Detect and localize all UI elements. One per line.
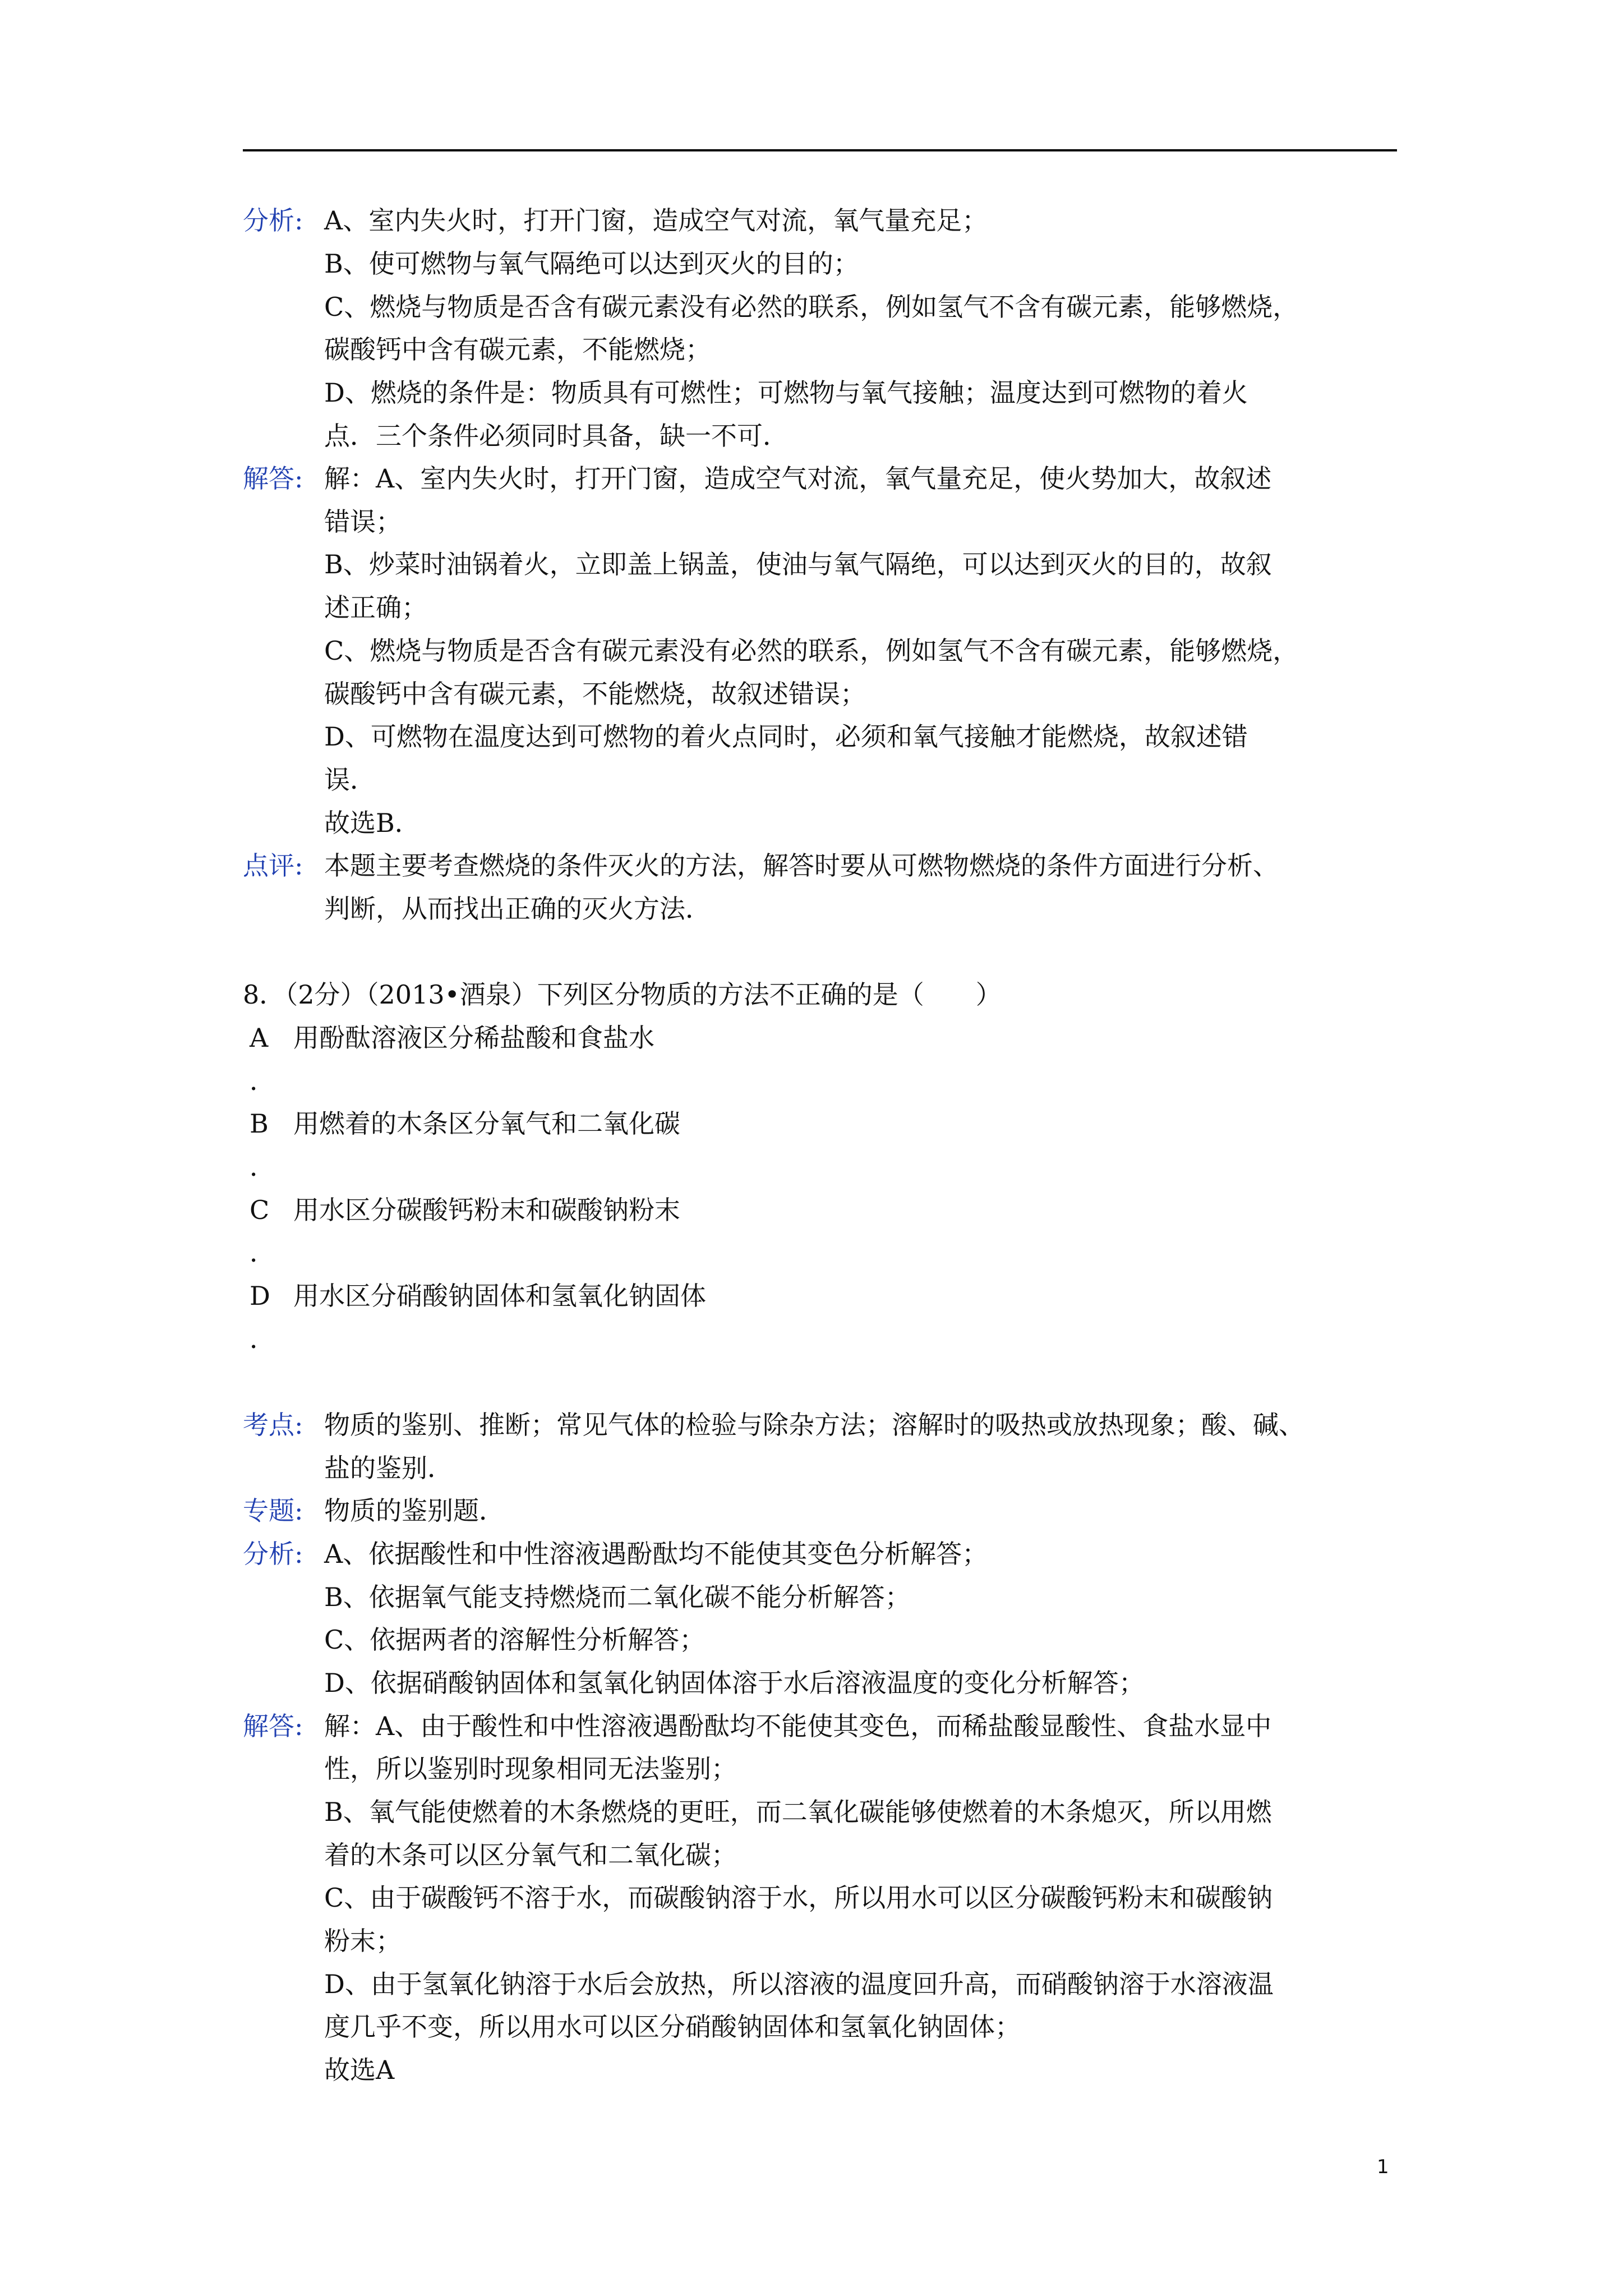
comment-label: 点评: xyxy=(243,850,303,881)
option-text: 用水区分硝酸钠固体和氢氧化钠固体 xyxy=(293,1281,706,1311)
option-dot: ． xyxy=(250,1152,275,1182)
answer-line: 故选A xyxy=(324,2055,395,2085)
answer-line: 粉末； xyxy=(324,1926,402,1956)
zhuanti-text: 物质的鉴别题． xyxy=(324,1496,505,1526)
answer-line: 解：A、由于酸性和中性溶液遇酚酞均不能使其变色，而稀盐酸显酸性、食盐水显中 xyxy=(324,1711,1272,1741)
answer-line: 误． xyxy=(324,765,376,795)
answer-line: 碳酸钙中含有碳元素，不能燃烧，故叙述错误； xyxy=(324,679,866,709)
option-text: 用燃着的木条区分氧气和二氧化碳 xyxy=(293,1108,680,1139)
answer-line: 度几乎不变，所以用水可以区分硝酸钠固体和氢氧化钠固体； xyxy=(324,2012,1021,2042)
answer-line: B、炒菜时油锅着火，立即盖上锅盖，使油与氧气隔绝，可以达到灭火的目的，故叙 xyxy=(324,549,1272,579)
option-text: 用水区分碳酸钙粉末和碳酸钠粉末 xyxy=(293,1195,680,1225)
analysis-line: A、依据酸性和中性溶液遇酚酞均不能使其变色分析解答； xyxy=(324,1539,988,1569)
option-letter: C xyxy=(250,1195,270,1225)
option-dot: ． xyxy=(250,1066,275,1096)
analysis-label: 分析: xyxy=(243,1539,303,1569)
answer-line: C、由于碳酸钙不溶于水，而碳酸钠溶于水，所以用水可以区分碳酸钙粉末和碳酸钠 xyxy=(324,1883,1273,1913)
page-number: 1 xyxy=(1377,2156,1389,2178)
answer-line: C、燃烧与物质是否含有碳元素没有必然的联系，例如氢气不含有碳元素，能够燃烧， xyxy=(324,636,1299,666)
answer-line: 解：A、室内失火时，打开门窗，造成空气对流，氧气量充足，使火势加大，故叙述 xyxy=(324,463,1272,494)
analysis-line: D、燃烧的条件是：物质具有可燃性；可燃物与氧气接触；温度达到可燃物的着火 xyxy=(324,378,1248,408)
option-letter: A xyxy=(250,1023,269,1053)
answer-line: 性，所以鉴别时现象相同无法鉴别； xyxy=(324,1754,737,1784)
option-letter: D xyxy=(250,1281,270,1311)
kaodian-line: 物质的鉴别、推断；常见气体的检验与除杂方法；溶解时的吸热或放热现象；酸、碱、 xyxy=(324,1410,1304,1440)
analysis-line: A、室内失火时，打开门窗，造成空气对流，氧气量充足； xyxy=(324,205,988,236)
comment-line: 本题主要考查燃烧的条件灭火的方法，解答时要从可燃物燃烧的条件方面进行分析、 xyxy=(324,850,1279,881)
answer-line: 错误； xyxy=(324,507,402,537)
option-letter: B xyxy=(250,1108,269,1139)
analysis-label: 分析: xyxy=(243,205,303,236)
answer-line: B、氧气能使燃着的木条燃烧的更旺，而二氧化碳能够使燃着的木条熄灭，所以用燃 xyxy=(324,1797,1272,1827)
kaodian-label: 考点: xyxy=(243,1410,303,1440)
answer-line: D、由于氢氧化钠溶于水后会放热，所以溶液的温度回升高，而硝酸钠溶于水溶液温 xyxy=(324,1969,1274,1999)
answer-line: 述正确； xyxy=(324,592,427,623)
option-text: 用酚酞溶液区分稀盐酸和食盐水 xyxy=(293,1023,654,1053)
kaodian-line: 盐的鉴别． xyxy=(324,1453,453,1483)
analysis-line: 点．三个条件必须同时具备，缺一不可． xyxy=(324,421,789,451)
answer-line: 故选B． xyxy=(324,808,421,838)
analysis-line: B、依据氧气能支持燃烧而二氧化碳不能分析解答； xyxy=(324,1582,911,1612)
answer-line: D、可燃物在温度达到可燃物的着火点同时，必须和氧气接触才能燃烧，故叙述错 xyxy=(324,721,1248,752)
zhuanti-label: 专题: xyxy=(243,1496,303,1526)
analysis-line: B、使可燃物与氧气隔绝可以达到灭火的目的； xyxy=(324,249,859,279)
option-dot: ． xyxy=(250,1237,275,1268)
analysis-line: D、依据硝酸钠固体和氢氧化钠固体溶于水后溶液温度的变化分析解答； xyxy=(324,1668,1145,1698)
analysis-line: 碳酸钙中含有碳元素，不能燃烧； xyxy=(324,334,711,365)
answer-line: 着的木条可以区分氧气和二氧化碳； xyxy=(324,1840,737,1870)
analysis-line: C、依据两者的溶解性分析解答； xyxy=(324,1625,706,1655)
comment-line: 判断，从而找出正确的灭火方法． xyxy=(324,894,711,924)
option-dot: ． xyxy=(250,1324,275,1354)
analysis-line: C、燃烧与物质是否含有碳元素没有必然的联系，例如氢气不含有碳元素，能够燃烧， xyxy=(324,292,1299,322)
header-rule xyxy=(243,149,1397,151)
question-title: 8．（2分）（2013•酒泉）下列区分物质的方法不正确的是（ ） xyxy=(243,979,1002,1010)
answer-label: 解答: xyxy=(243,463,303,494)
answer-label: 解答: xyxy=(243,1711,303,1741)
